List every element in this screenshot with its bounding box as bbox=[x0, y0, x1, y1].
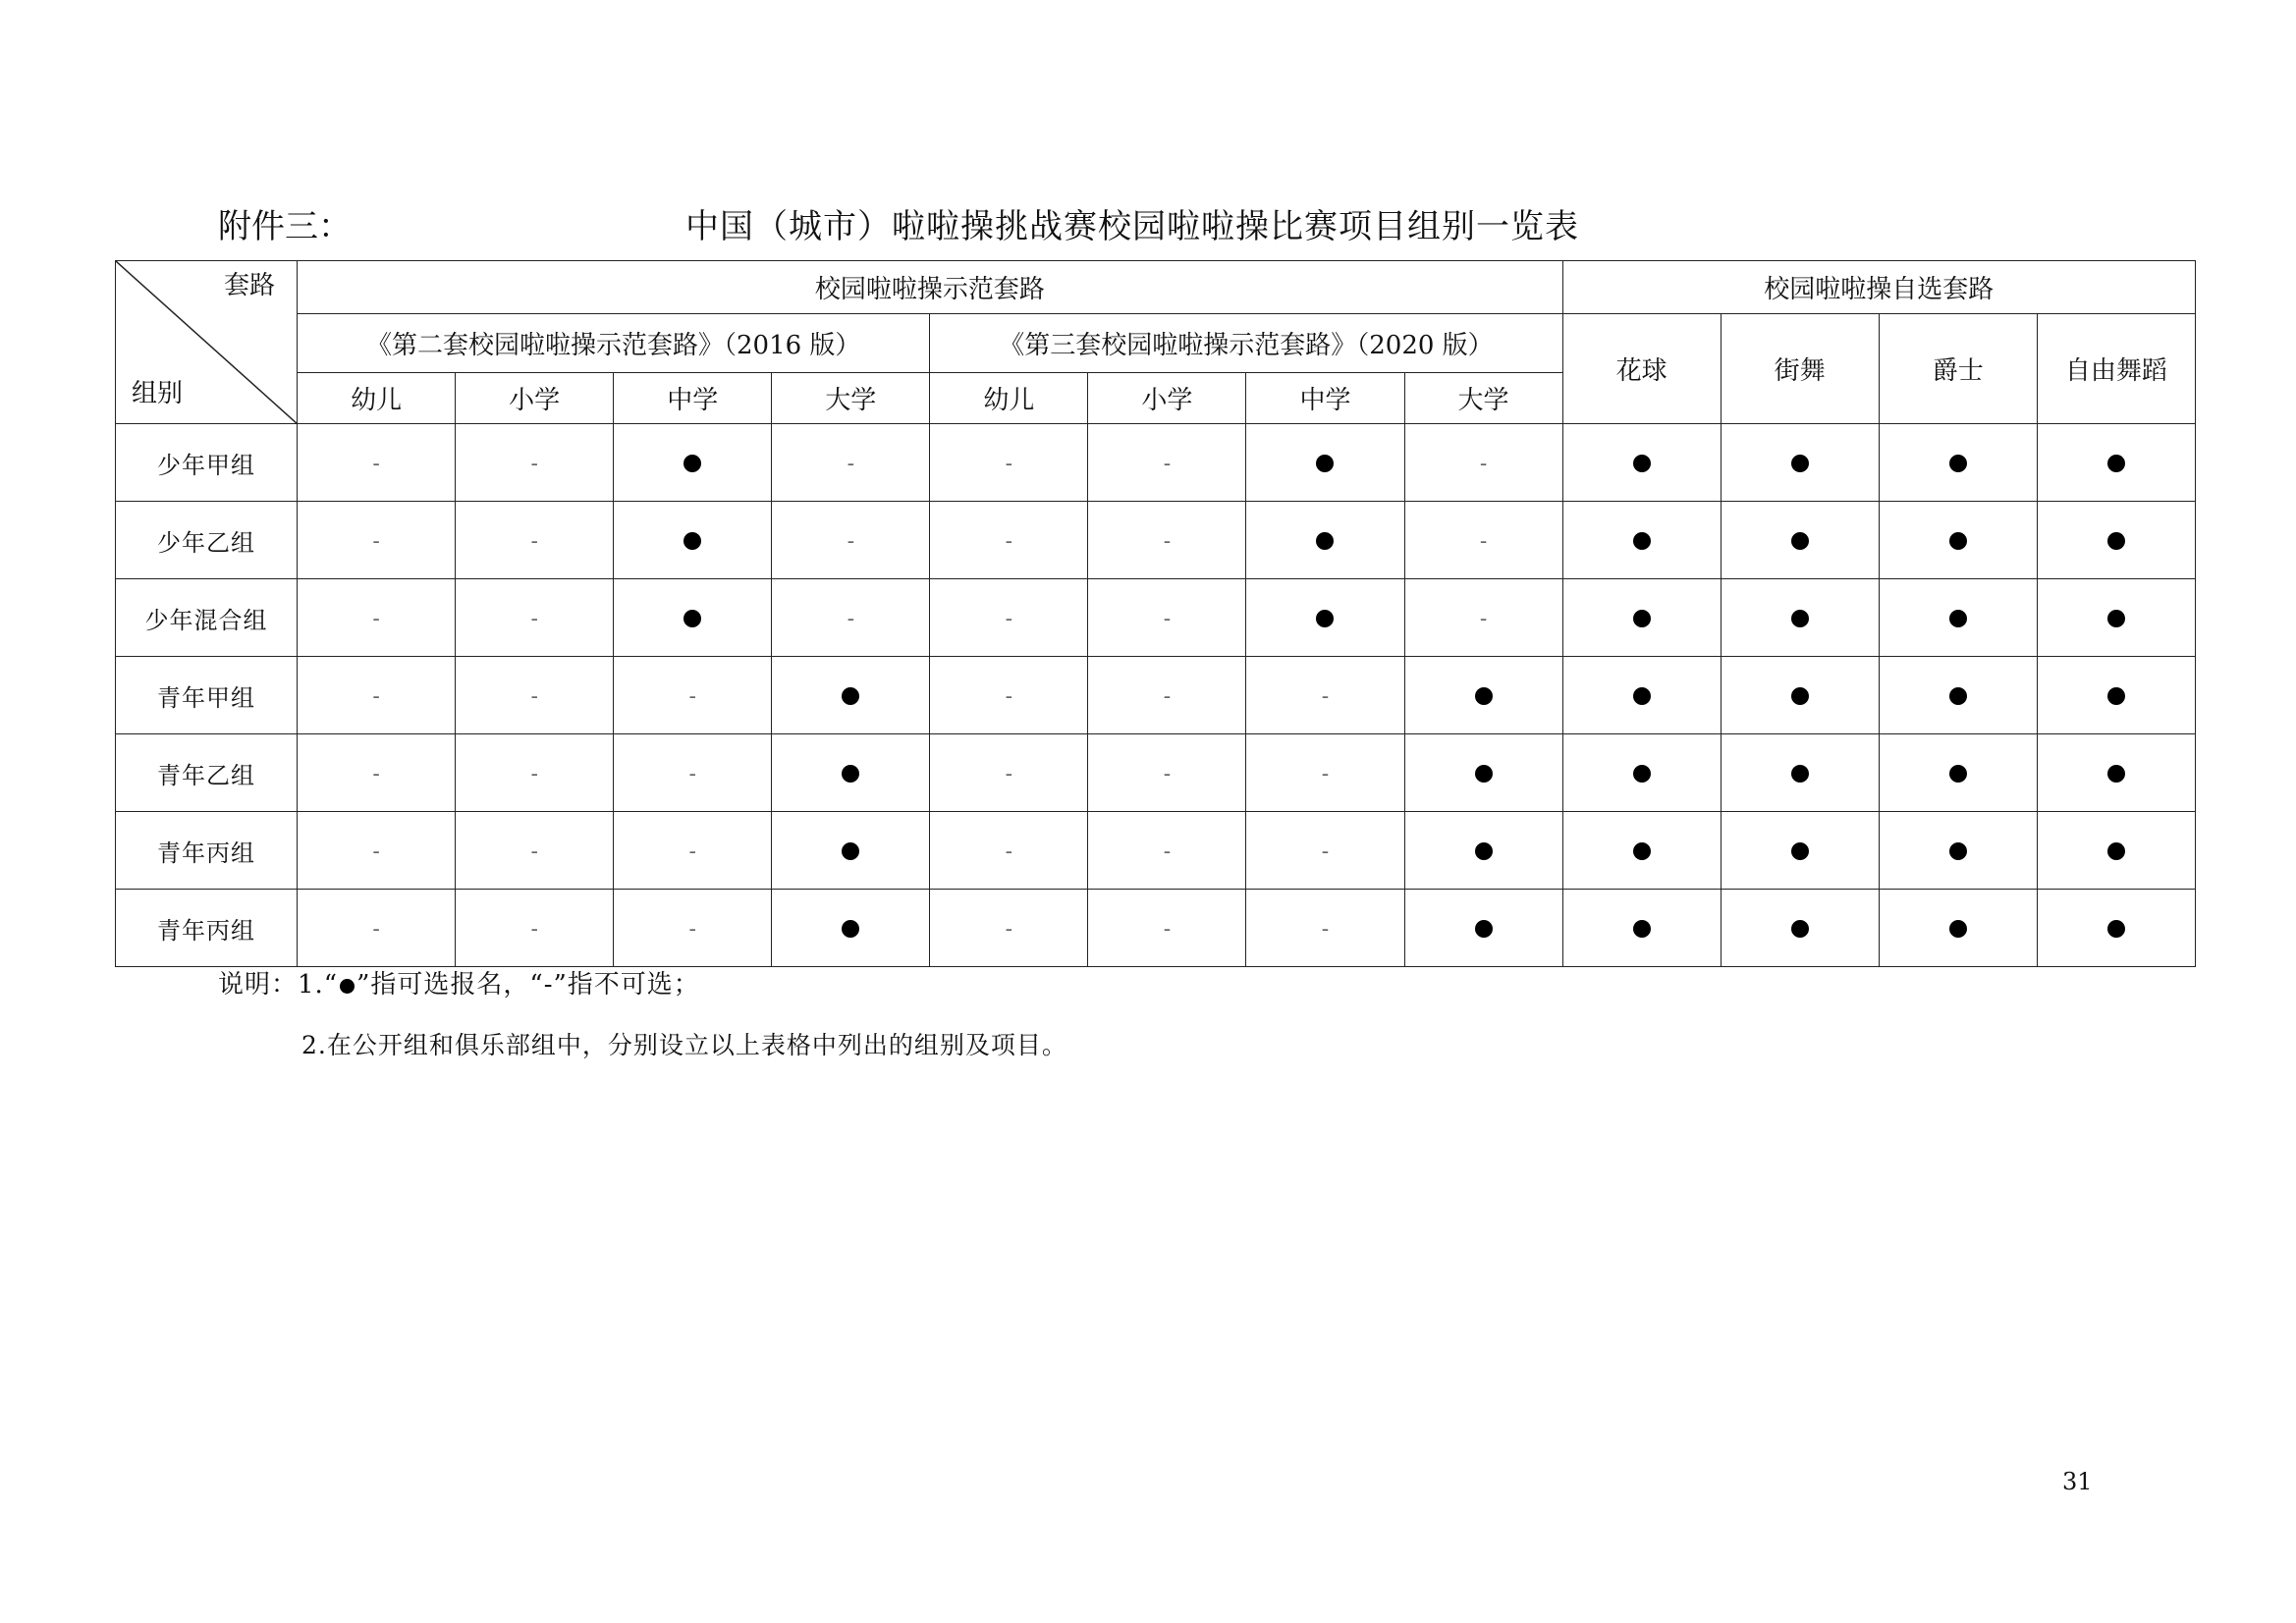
unavailable-cell bbox=[1404, 579, 1562, 657]
available-cell bbox=[1721, 579, 1879, 657]
dot-icon bbox=[1949, 687, 1967, 705]
dash-mark: - bbox=[372, 607, 380, 631]
unavailable-cell bbox=[614, 657, 772, 734]
dash-mark: - bbox=[530, 452, 538, 476]
dot-icon bbox=[1316, 532, 1334, 550]
unavailable-cell bbox=[298, 812, 456, 890]
available-cell bbox=[1404, 812, 1562, 890]
unavailable-cell bbox=[1088, 579, 1246, 657]
available-cell bbox=[614, 579, 772, 657]
dash-mark: - bbox=[1005, 607, 1013, 631]
dot-icon bbox=[1791, 920, 1809, 938]
dot-icon bbox=[2107, 455, 2125, 472]
available-cell bbox=[1246, 424, 1404, 502]
available-cell bbox=[2037, 890, 2195, 967]
available-cell bbox=[2037, 579, 2195, 657]
dash-mark: - bbox=[1005, 839, 1013, 864]
dash-mark: - bbox=[372, 917, 380, 942]
dot-icon bbox=[1791, 532, 1809, 550]
dash-mark: - bbox=[372, 839, 380, 864]
available-cell bbox=[2037, 424, 2195, 502]
dash-mark: - bbox=[530, 917, 538, 942]
available-cell bbox=[1562, 812, 1721, 890]
dot-icon bbox=[1633, 455, 1651, 472]
dot-icon bbox=[842, 920, 859, 938]
dash-mark: - bbox=[530, 529, 538, 554]
dot-icon bbox=[2107, 842, 2125, 860]
table-row bbox=[116, 812, 2196, 890]
available-cell bbox=[614, 424, 772, 502]
dot-icon bbox=[683, 455, 701, 472]
unavailable-cell bbox=[1088, 734, 1246, 812]
dot-icon bbox=[683, 610, 701, 627]
group-name: 少年甲组 bbox=[116, 424, 298, 502]
header-free-dance: 自由舞蹈 bbox=[2037, 314, 2195, 424]
dot-icon bbox=[1949, 842, 1967, 860]
dot-icon bbox=[1633, 610, 1651, 627]
unavailable-cell bbox=[456, 890, 614, 967]
unavailable-cell bbox=[298, 424, 456, 502]
available-cell bbox=[772, 812, 930, 890]
header-demo-routines: 校园啦啦操示范套路 bbox=[298, 261, 1563, 314]
available-cell bbox=[1721, 502, 1879, 579]
group-name: 少年乙组 bbox=[116, 502, 298, 579]
unavailable-cell bbox=[1404, 424, 1562, 502]
level-primary: 小学 bbox=[1088, 373, 1246, 424]
competition-table bbox=[115, 260, 2196, 967]
available-cell bbox=[1721, 734, 1879, 812]
level-primary: 小学 bbox=[456, 373, 614, 424]
available-cell bbox=[1562, 502, 1721, 579]
dash-mark: - bbox=[1321, 762, 1330, 786]
dash-mark: - bbox=[1005, 684, 1013, 709]
unavailable-cell bbox=[930, 657, 1088, 734]
unavailable-cell bbox=[614, 812, 772, 890]
unavailable-cell bbox=[298, 890, 456, 967]
dot-icon bbox=[1949, 532, 1967, 550]
dot-icon bbox=[1633, 765, 1651, 783]
available-cell bbox=[1562, 424, 1721, 502]
dot-icon bbox=[2107, 765, 2125, 783]
dash-mark: - bbox=[688, 917, 696, 942]
header-pompom: 花球 bbox=[1562, 314, 1721, 424]
dot-icon bbox=[1475, 920, 1493, 938]
available-cell bbox=[772, 734, 930, 812]
level-middle: 中学 bbox=[614, 373, 772, 424]
dash-mark: - bbox=[1163, 607, 1172, 631]
dash-mark: - bbox=[372, 529, 380, 554]
dash-mark: - bbox=[1479, 529, 1488, 554]
dot-icon bbox=[1791, 687, 1809, 705]
unavailable-cell bbox=[298, 657, 456, 734]
dot-icon bbox=[1316, 455, 1334, 472]
available-cell bbox=[1562, 657, 1721, 734]
dash-mark: - bbox=[1321, 917, 1330, 942]
dot-icon bbox=[1791, 610, 1809, 627]
table-row bbox=[116, 579, 2196, 657]
dash-mark: - bbox=[1321, 839, 1330, 864]
table-row bbox=[116, 502, 2196, 579]
level-kindergarten: 幼儿 bbox=[930, 373, 1088, 424]
unavailable-cell bbox=[456, 579, 614, 657]
header-demo-set-2: 《第二套校园啦啦操示范套路》（2016 版） bbox=[298, 314, 930, 373]
dash-mark: - bbox=[1163, 529, 1172, 554]
unavailable-cell bbox=[1246, 734, 1404, 812]
available-cell bbox=[2037, 657, 2195, 734]
unavailable-cell bbox=[1404, 502, 1562, 579]
dot-icon bbox=[1316, 610, 1334, 627]
unavailable-cell bbox=[772, 424, 930, 502]
unavailable-cell bbox=[456, 657, 614, 734]
level-middle: 中学 bbox=[1246, 373, 1404, 424]
group-name: 青年乙组 bbox=[116, 734, 298, 812]
dot-icon bbox=[2107, 687, 2125, 705]
dash-mark: - bbox=[847, 452, 855, 476]
unavailable-cell bbox=[930, 424, 1088, 502]
dash-mark: - bbox=[372, 684, 380, 709]
available-cell bbox=[1879, 579, 2037, 657]
note-legend-suffix: ”指可选报名，“-”指不可选； bbox=[356, 970, 700, 1000]
corner-label-group: 组别 bbox=[132, 379, 184, 408]
unavailable-cell bbox=[1246, 657, 1404, 734]
attachment-label: 附件三： bbox=[218, 207, 352, 246]
table-row bbox=[116, 734, 2196, 812]
dash-mark: - bbox=[1479, 607, 1488, 631]
available-cell bbox=[1721, 812, 1879, 890]
header-free-routines: 校园啦啦操自选套路 bbox=[1562, 261, 2195, 314]
dot-icon bbox=[842, 687, 859, 705]
dash-mark: - bbox=[372, 762, 380, 786]
available-cell bbox=[1721, 657, 1879, 734]
dash-mark: - bbox=[1321, 684, 1330, 709]
dash-mark: - bbox=[1163, 762, 1172, 786]
level-university: 大学 bbox=[1404, 373, 1562, 424]
dash-mark: - bbox=[1163, 684, 1172, 709]
available-cell bbox=[1879, 657, 2037, 734]
unavailable-cell bbox=[930, 502, 1088, 579]
note-groups: 2.在公开组和俱乐部组中，分别设立以上表格中列出的组别及项目。 bbox=[301, 1031, 1067, 1059]
table-row bbox=[116, 890, 2196, 967]
dot-icon bbox=[1949, 765, 1967, 783]
table-row bbox=[116, 657, 2196, 734]
available-cell bbox=[1562, 734, 1721, 812]
dash-mark: - bbox=[847, 529, 855, 554]
unavailable-cell bbox=[1088, 657, 1246, 734]
dot-icon bbox=[2107, 532, 2125, 550]
available-cell bbox=[1246, 579, 1404, 657]
corner-label-routine: 套路 bbox=[224, 271, 276, 300]
dash-mark: - bbox=[1005, 917, 1013, 942]
group-name: 青年丙组 bbox=[116, 890, 298, 967]
dot-icon bbox=[1475, 765, 1493, 783]
dash-mark: - bbox=[1005, 529, 1013, 554]
dot-icon bbox=[842, 842, 859, 860]
header-demo-set-3: 《第三套校园啦啦操示范套路》（2020 版） bbox=[930, 314, 1562, 373]
group-name: 青年甲组 bbox=[116, 657, 298, 734]
dash-mark: - bbox=[530, 762, 538, 786]
available-cell bbox=[1562, 890, 1721, 967]
dot-icon bbox=[1475, 687, 1493, 705]
dot-icon bbox=[1791, 842, 1809, 860]
dash-mark: - bbox=[688, 839, 696, 864]
group-name: 青年丙组 bbox=[116, 812, 298, 890]
unavailable-cell bbox=[456, 812, 614, 890]
dot-icon bbox=[1949, 455, 1967, 472]
dash-mark: - bbox=[1163, 917, 1172, 942]
dot-icon bbox=[1791, 765, 1809, 783]
available-cell bbox=[1721, 890, 1879, 967]
dash-mark: - bbox=[847, 607, 855, 631]
unavailable-cell bbox=[1088, 890, 1246, 967]
dot-icon bbox=[1475, 842, 1493, 860]
unavailable-cell bbox=[298, 734, 456, 812]
available-cell bbox=[1404, 734, 1562, 812]
unavailable-cell bbox=[772, 502, 930, 579]
unavailable-cell bbox=[772, 579, 930, 657]
dot-icon bbox=[1791, 455, 1809, 472]
dash-mark: - bbox=[1479, 452, 1488, 476]
available-cell bbox=[1246, 502, 1404, 579]
dot-icon bbox=[340, 979, 355, 994]
available-cell bbox=[1879, 502, 2037, 579]
dot-icon bbox=[1949, 920, 1967, 938]
unavailable-cell bbox=[1088, 424, 1246, 502]
available-cell bbox=[1404, 890, 1562, 967]
page-number: 31 bbox=[2062, 1468, 2093, 1495]
dot-icon bbox=[1633, 842, 1651, 860]
available-cell bbox=[2037, 502, 2195, 579]
dash-mark: - bbox=[530, 607, 538, 631]
dash-mark: - bbox=[1005, 452, 1013, 476]
available-cell bbox=[1562, 579, 1721, 657]
available-cell bbox=[1879, 890, 2037, 967]
dot-icon bbox=[683, 532, 701, 550]
unavailable-cell bbox=[930, 890, 1088, 967]
available-cell bbox=[2037, 734, 2195, 812]
unavailable-cell bbox=[298, 579, 456, 657]
dash-mark: - bbox=[688, 684, 696, 709]
group-name: 少年混合组 bbox=[116, 579, 298, 657]
unavailable-cell bbox=[930, 812, 1088, 890]
unavailable-cell bbox=[1246, 890, 1404, 967]
dash-mark: - bbox=[1005, 762, 1013, 786]
unavailable-cell bbox=[456, 734, 614, 812]
available-cell bbox=[1404, 657, 1562, 734]
note-legend bbox=[218, 964, 700, 1001]
available-cell bbox=[772, 657, 930, 734]
dash-mark: - bbox=[530, 839, 538, 864]
available-cell bbox=[772, 890, 930, 967]
dash-mark: - bbox=[1163, 839, 1172, 864]
dash-mark: - bbox=[372, 452, 380, 476]
available-cell bbox=[1879, 424, 2037, 502]
unavailable-cell bbox=[614, 890, 772, 967]
dot-icon bbox=[2107, 920, 2125, 938]
page-title: 中国（城市）啦啦操挑战赛校园啦啦操比赛项目组别一览表 bbox=[685, 207, 1579, 246]
dot-icon bbox=[1633, 532, 1651, 550]
corner-header-cell bbox=[116, 261, 298, 424]
unavailable-cell bbox=[456, 424, 614, 502]
available-cell bbox=[1879, 812, 2037, 890]
header-street-dance: 街舞 bbox=[1721, 314, 1879, 424]
unavailable-cell bbox=[930, 579, 1088, 657]
available-cell bbox=[2037, 812, 2195, 890]
dash-mark: - bbox=[1163, 452, 1172, 476]
table-row bbox=[116, 424, 2196, 502]
dot-icon bbox=[842, 765, 859, 783]
dot-icon bbox=[1633, 687, 1651, 705]
unavailable-cell bbox=[1088, 502, 1246, 579]
note-legend-prefix: 说明：1.“ bbox=[218, 970, 339, 1000]
unavailable-cell bbox=[1088, 812, 1246, 890]
unavailable-cell bbox=[298, 502, 456, 579]
dot-icon bbox=[2107, 610, 2125, 627]
available-cell bbox=[614, 502, 772, 579]
available-cell bbox=[1721, 424, 1879, 502]
dash-mark: - bbox=[688, 762, 696, 786]
header-jazz: 爵士 bbox=[1879, 314, 2037, 424]
unavailable-cell bbox=[614, 734, 772, 812]
unavailable-cell bbox=[930, 734, 1088, 812]
level-kindergarten: 幼儿 bbox=[298, 373, 456, 424]
available-cell bbox=[1879, 734, 2037, 812]
dot-icon bbox=[1633, 920, 1651, 938]
unavailable-cell bbox=[456, 502, 614, 579]
dot-icon bbox=[1949, 610, 1967, 627]
level-university: 大学 bbox=[772, 373, 930, 424]
unavailable-cell bbox=[1246, 812, 1404, 890]
dash-mark: - bbox=[530, 684, 538, 709]
